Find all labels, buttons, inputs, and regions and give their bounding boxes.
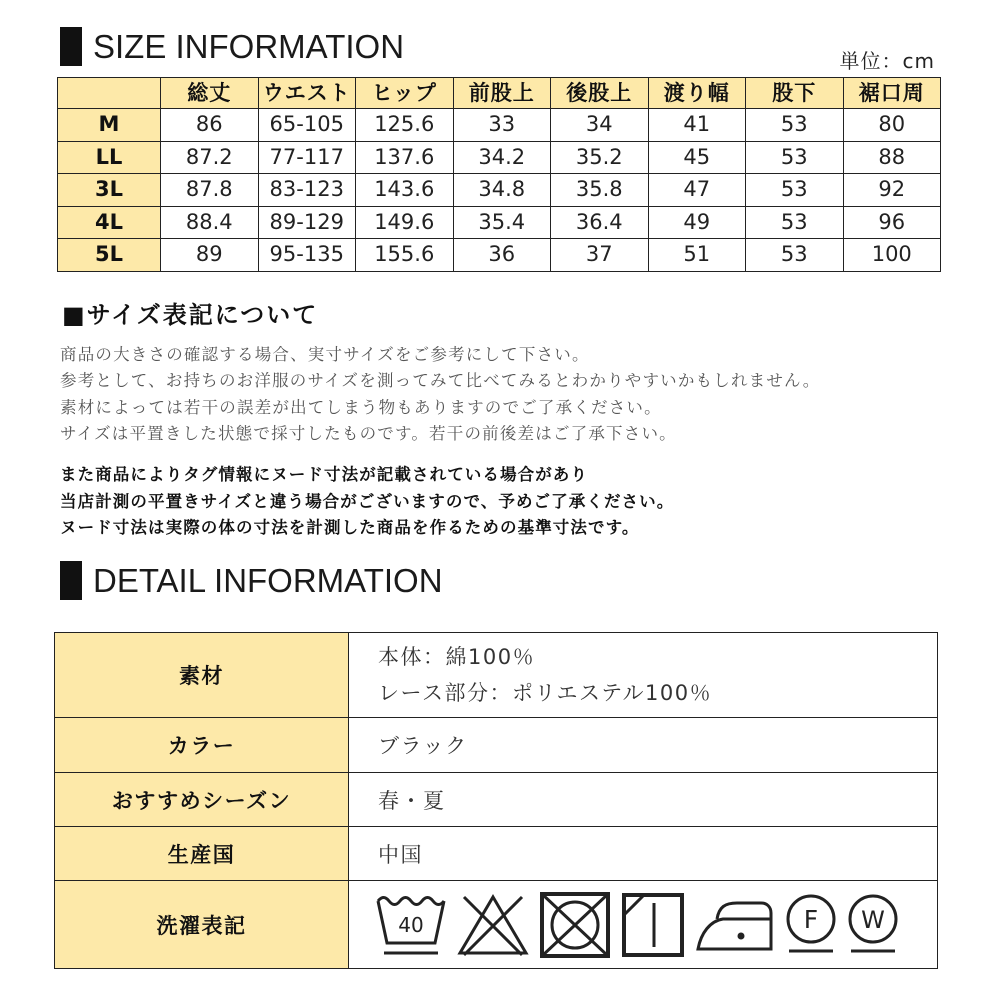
size-table-cell: 155.6	[356, 239, 454, 272]
size-table-row	[58, 206, 941, 239]
size-table-cell: 33	[453, 109, 551, 142]
size-table-cell: 53	[746, 174, 844, 207]
size-table-cell: 37	[551, 239, 649, 272]
size-table-cell: 41	[648, 109, 746, 142]
size-table-column-header: ウエスト	[258, 78, 356, 109]
shade-diagonal	[624, 895, 644, 915]
detail-table	[54, 632, 938, 969]
size-table-cell: 65-105	[258, 109, 356, 142]
wash-tub-wave	[378, 897, 444, 904]
size-table	[57, 77, 941, 272]
size-table-cell: 137.6	[356, 141, 454, 174]
size-table-cell: 49	[648, 206, 746, 239]
size-table-column-header: 後股上	[551, 78, 649, 109]
size-table-cell: 89	[161, 239, 259, 272]
size-table-row	[58, 239, 941, 272]
wash-40-gentle-icon	[375, 891, 447, 959]
prohibited-cross	[464, 897, 522, 955]
size-table-column-header: 股下	[746, 78, 844, 109]
size-table-cell: 35.2	[551, 141, 649, 174]
size-table-cell: 34.2	[453, 141, 551, 174]
size-section-title: SIZE INFORMATION	[93, 28, 405, 65]
size-table-column-header: 総丈	[161, 78, 259, 109]
wash-temperature-label: 40	[398, 912, 424, 937]
note-line: サイズは平置きした状態で採寸したものです。若干の前後差はご了承下さい。	[60, 423, 677, 443]
size-table-cell: 100	[843, 239, 941, 272]
size-table-row	[58, 109, 941, 142]
emphasis-line: また商品によりタグ情報にヌード寸法が記載されている場合があり	[60, 465, 588, 484]
size-table-cell: 47	[648, 174, 746, 207]
size-notes-heading: ■サイズ表記について	[62, 301, 319, 329]
season-value: 春・夏	[349, 773, 938, 827]
material-value	[349, 633, 938, 718]
care-icon-row	[375, 891, 937, 959]
note-line: 参考として、お持ちのお洋服のサイズを測ってみて比べてみるとわかりやすいかもしれません。	[60, 371, 821, 391]
size-table-cell: 53	[746, 141, 844, 174]
size-table-cell: 96	[843, 206, 941, 239]
size-table-header-row	[58, 78, 941, 109]
care-symbols	[349, 881, 938, 969]
care-label: 洗濯表記	[55, 881, 349, 969]
origin-value: 中国	[349, 827, 938, 881]
detail-row-color	[55, 718, 938, 773]
detail-row-season	[55, 773, 938, 827]
no-tumble-dry-icon	[539, 891, 611, 959]
material-line: レース部分：ポリエステル100％	[378, 681, 713, 705]
note-line: 素材によっては若干の誤差が出てしまう物もありますのでご了承ください。	[60, 397, 662, 417]
detail-row-origin	[55, 827, 938, 881]
size-table-cell: 45	[648, 141, 746, 174]
no-bleach-icon	[457, 891, 529, 959]
size-table-cell: 92	[843, 174, 941, 207]
size-table-cell: 80	[843, 109, 941, 142]
origin-label: 生産国	[55, 827, 349, 881]
size-table-cell: 53	[746, 109, 844, 142]
size-table-row	[58, 174, 941, 207]
size-table-row	[58, 141, 941, 174]
size-notes-body	[60, 342, 820, 447]
size-table-cell: 149.6	[356, 206, 454, 239]
iron-handle	[717, 903, 771, 919]
size-table-cell: 51	[648, 239, 746, 272]
size-table-cell: 53	[746, 206, 844, 239]
size-table-corner-cell	[58, 78, 161, 109]
dry-clean-letter: F	[803, 904, 819, 934]
size-label-cell: 4L	[58, 206, 161, 239]
size-table-cell: 34	[551, 109, 649, 142]
size-table-column-header: 前股上	[453, 78, 551, 109]
size-label-cell: 3L	[58, 174, 161, 207]
note-line: 商品の大きさの確認する場合、実寸サイズをご参考にして下さい。	[60, 345, 590, 364]
size-label-cell: LL	[58, 141, 161, 174]
size-table-cell: 87.8	[161, 174, 259, 207]
color-value: ブラック	[349, 718, 938, 773]
emphasis-line: 当店計測の平置きサイズと違う場合がございますので、予めご了承ください。	[60, 491, 675, 511]
wet-clean-letter: W	[861, 905, 885, 934]
size-table-column-header: ヒップ	[356, 78, 454, 109]
size-table-cell: 86	[161, 109, 259, 142]
size-table-column-header: 裾口周	[843, 78, 941, 109]
season-label: おすすめシーズン	[55, 773, 349, 827]
unit-label: 単位：cm	[839, 49, 935, 73]
emphasis-line: ヌード寸法は実際の体の寸法を計測した商品を作るための基準寸法です。	[60, 518, 640, 537]
section-marker-bar	[60, 561, 82, 600]
size-table-cell: 95-135	[258, 239, 356, 272]
detail-section-title: DETAIL INFORMATION	[93, 562, 443, 599]
line-dry-shade-icon	[621, 891, 685, 959]
material-line: 本体：綿100％	[378, 645, 536, 669]
size-table-cell: 53	[746, 239, 844, 272]
material-label: 素材	[55, 633, 349, 718]
size-table-cell: 83-123	[258, 174, 356, 207]
size-table-cell: 35.4	[453, 206, 551, 239]
color-label: カラー	[55, 718, 349, 773]
size-notes-emphasis	[60, 462, 674, 542]
size-table-cell: 125.6	[356, 109, 454, 142]
iron-low-temp-icon	[695, 891, 775, 959]
size-table-cell: 36.4	[551, 206, 649, 239]
iron-body	[698, 919, 771, 949]
size-table-cell: 143.6	[356, 174, 454, 207]
size-label-cell: M	[58, 109, 161, 142]
section-marker-bar	[60, 27, 82, 66]
size-label-cell: 5L	[58, 239, 161, 272]
detail-row-care	[55, 881, 938, 969]
size-table-cell: 36	[453, 239, 551, 272]
size-table-cell: 89-129	[258, 206, 356, 239]
size-table-cell: 88.4	[161, 206, 259, 239]
wet-clean-w-icon	[847, 891, 899, 959]
dry-clean-f-icon	[785, 891, 837, 959]
size-table-cell: 77-117	[258, 141, 356, 174]
size-table-cell: 88	[843, 141, 941, 174]
size-table-body	[58, 109, 941, 272]
size-table-cell: 35.8	[551, 174, 649, 207]
size-table-cell: 34.8	[453, 174, 551, 207]
detail-row-material	[55, 633, 938, 718]
size-table-column-header: 渡り幅	[648, 78, 746, 109]
iron-temp-dot	[738, 932, 745, 939]
size-table-cell: 87.2	[161, 141, 259, 174]
